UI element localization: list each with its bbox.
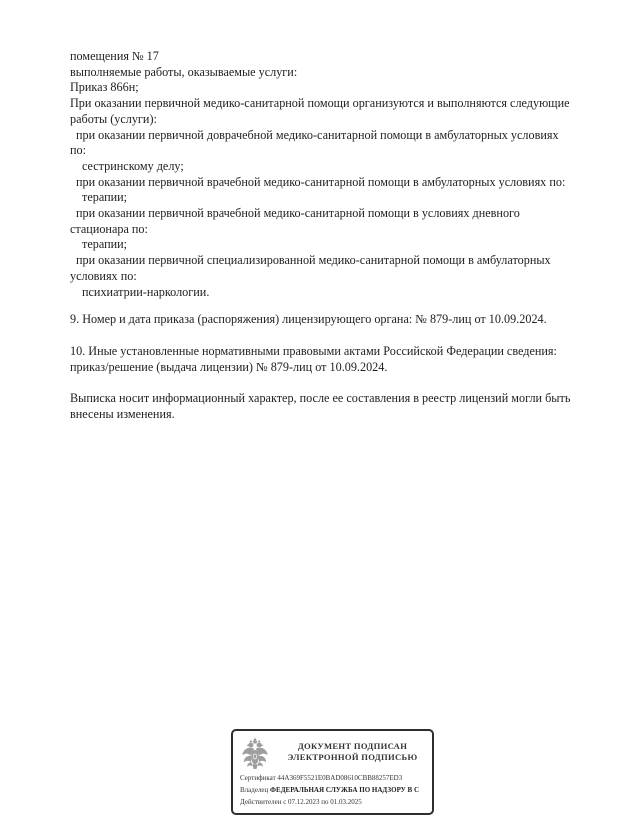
document-line: работы (услуги):	[70, 111, 157, 126]
document-line: 10. Иные установленные нормативными правовыми актами Российской Федерации сведения:	[70, 343, 557, 358]
paragraph-item-10-other-info	[70, 344, 600, 375]
paragraph-section-8-works-services	[70, 49, 600, 300]
document-line: внесены изменения.	[70, 407, 175, 422]
document-line: помещения № 17	[70, 49, 159, 63]
certificate-value: 44A369F5521E0BAD08610CBB88257ED3	[277, 774, 403, 782]
document-line: Приказ 866н;	[70, 80, 139, 95]
document-line: при оказании первичной врачебной медико-санитарной помощи в условиях дневного	[76, 206, 520, 221]
signature-stamp	[231, 729, 434, 815]
document-text	[70, 49, 600, 423]
certificate-label: Сертификат	[240, 774, 276, 782]
paragraph-informational-note	[70, 391, 600, 422]
owner-value: ФЕДЕРАЛЬНАЯ СЛУЖБА ПО НАДЗОРУ В С	[270, 786, 420, 794]
document-line: психиатрии-наркологии.	[82, 284, 210, 299]
document-line: сестринскому делу;	[82, 158, 184, 173]
document-line: терапии;	[82, 190, 128, 205]
coat-of-arms-icon	[240, 737, 270, 771]
document-line: приказ/решение (выдача лицензии) № 879-лиц от 10.09.2024.	[70, 359, 388, 374]
document-line: при оказании первичной доврачебной медико-санитарной помощи в амбулаторных условиях	[76, 127, 559, 142]
stamp-title-line1: ДОКУМЕНТ ПОДПИСАН	[297, 741, 408, 751]
document-line: 9. Номер и дата приказа (распоряжения) лицензирующего органа: № 879-лиц от 10.09.2024.	[70, 312, 547, 327]
paragraph-item-9-order-number	[70, 312, 600, 328]
document-line: по:	[70, 143, 87, 158]
document-line: при оказании первичной врачебной медико-санитарной помощи в амбулаторных условиях по:	[76, 174, 566, 189]
stamp-title	[275, 741, 430, 763]
owner-label: Владелец	[240, 786, 269, 794]
document-line: при оказании первичной специализированной медико-санитарной помощи в амбулаторных	[76, 253, 551, 268]
document-line: При оказании первичной медико-санитарной помощи организуются и выполняются следующие	[70, 96, 570, 111]
document-line: условиях по:	[70, 268, 137, 283]
stamp-certificate-line	[240, 774, 402, 783]
stamp-owner-line	[240, 786, 419, 795]
document-line: терапии;	[82, 237, 128, 252]
document-line: Выписка носит информационный характер, после ее составления в реестр лицензий могли быть	[70, 391, 571, 406]
document-line: выполняемые работы, оказываемые услуги:	[70, 64, 298, 79]
stamp-validity-line: Действителен с 07.12.2023 по 01.03.2025	[240, 798, 362, 806]
document-line: стационара по:	[70, 221, 148, 236]
stamp-title-line2: ЭЛЕКТРОННОЙ ПОДПИСЬЮ	[287, 752, 418, 762]
